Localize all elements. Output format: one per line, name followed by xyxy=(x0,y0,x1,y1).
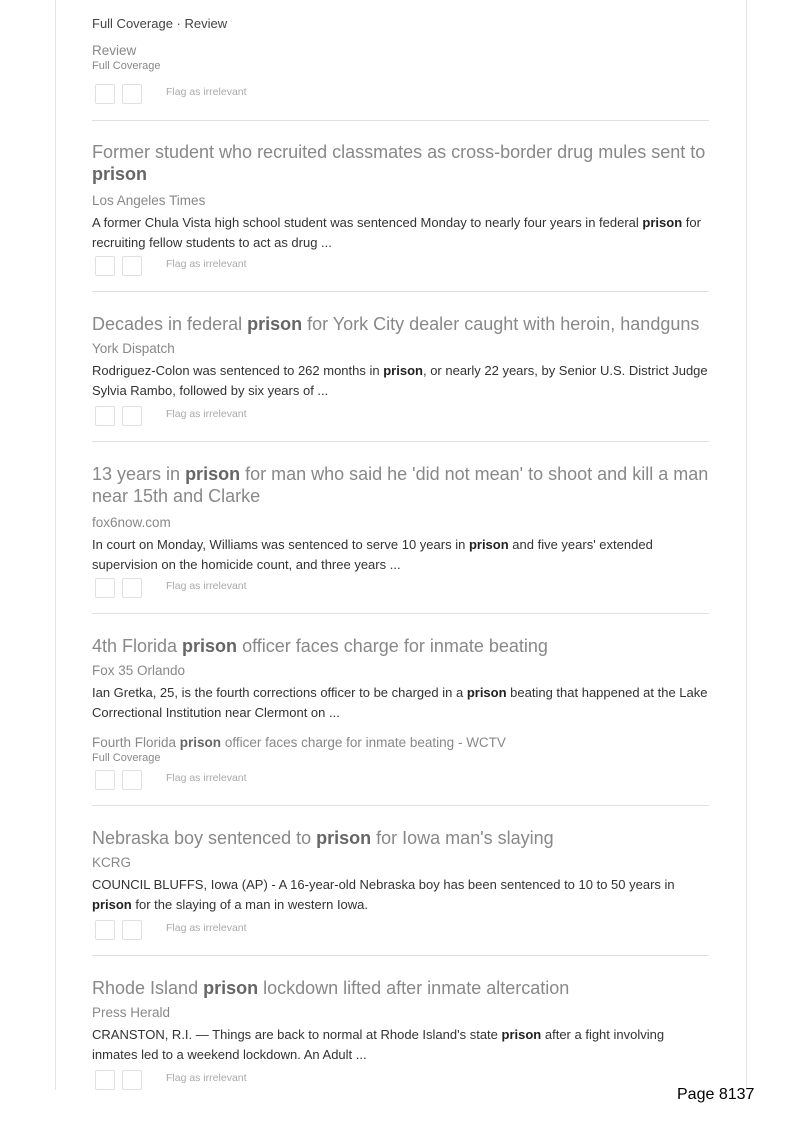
article-snippet: A former Chula Vista high school student was sentenced Monday to nearly four years in federal prison for recruiting fellow students to act as drug ... xyxy=(92,215,701,250)
feedback-checkbox[interactable] xyxy=(122,1070,142,1090)
feedback-checkbox[interactable] xyxy=(95,256,115,276)
article-snippet: Rodriguez-Colon was sentenced to 262 months in prison, or nearly 22 years, by Senior U.S. District Judge Sylvia Rambo, followed by six years of ... xyxy=(92,363,708,398)
feedback-checkbox[interactable] xyxy=(122,84,142,104)
feedback-checkbox[interactable] xyxy=(122,578,142,598)
article-source: York Dispatch xyxy=(92,341,175,356)
full-coverage-link[interactable]: Full Coverage xyxy=(92,752,161,764)
keyword-highlight: prison xyxy=(247,314,303,334)
flag-irrelevant-link[interactable]: Flag as irrelevant xyxy=(166,86,247,98)
article-snippet: Ian Gretka, 25, is the fourth corrections officer to be charged in a prison beating that happened at the Lake Correctional Institution near Clermont on ... xyxy=(92,685,708,720)
article-title[interactable]: Rhode Island prison lockdown lifted after inmate altercation xyxy=(92,978,570,998)
feedback-checkbox[interactable] xyxy=(95,770,115,790)
news-article xyxy=(92,977,709,1065)
keyword-highlight: prison xyxy=(642,215,683,230)
keyword-highlight: prison xyxy=(179,735,222,750)
page-number: Page 8137 xyxy=(677,1086,755,1103)
flag-irrelevant-link[interactable]: Flag as irrelevant xyxy=(166,258,247,270)
flag-irrelevant-link[interactable]: Flag as irrelevant xyxy=(166,1072,247,1084)
divider xyxy=(92,291,709,292)
keyword-highlight: prison xyxy=(203,978,259,998)
article-source: Fox 35 Orlando xyxy=(92,663,186,678)
divider xyxy=(92,120,709,121)
keyword-highlight: prison xyxy=(501,1027,542,1042)
article-snippet: In court on Monday, Williams was sentenced to serve 10 years in prison and five years' extended supervision on the homicide count, and three years ... xyxy=(92,537,653,572)
keyword-highlight: prison xyxy=(92,897,132,912)
top-related-block xyxy=(92,43,709,73)
keyword-highlight: prison xyxy=(182,636,238,656)
article-source: Los Angeles Times xyxy=(92,193,206,208)
divider xyxy=(92,613,709,614)
article-title[interactable]: 4th Florida prison officer faces charge for inmate beating xyxy=(92,636,548,656)
feedback-checkbox[interactable] xyxy=(95,578,115,598)
keyword-highlight: prison xyxy=(92,164,148,184)
article-title[interactable]: Decades in federal prison for York City dealer caught with heroin, handguns xyxy=(92,314,700,334)
feedback-checkbox[interactable] xyxy=(95,406,115,426)
keyword-highlight: prison xyxy=(468,537,509,552)
article-snippet: CRANSTON, R.I. — Things are back to normal at Rhode Island's state prison after a fight involving inmates led to a weekend lockdown. An Adult ... xyxy=(92,1027,665,1062)
related-article-link[interactable]: Review xyxy=(92,43,137,58)
flag-irrelevant-link[interactable]: Flag as irrelevant xyxy=(166,580,247,592)
full-coverage-link[interactable]: Full Coverage xyxy=(92,60,161,72)
feedback-checkbox[interactable] xyxy=(95,920,115,940)
keyword-highlight: prison xyxy=(466,685,507,700)
divider xyxy=(92,441,709,442)
news-article xyxy=(92,827,709,915)
feedback-checkbox[interactable] xyxy=(95,84,115,104)
article-title[interactable]: 13 years in prison for man who said he 'did not mean' to shoot and kill a man near 15th and Clarke xyxy=(92,464,709,506)
news-article xyxy=(92,313,709,401)
article-source: KCRG xyxy=(92,855,132,870)
news-article xyxy=(92,635,709,765)
feedback-checkbox[interactable] xyxy=(95,1070,115,1090)
keyword-highlight: prison xyxy=(316,828,372,848)
clipped-text-line: Full Coverage · Review xyxy=(92,16,228,31)
keyword-highlight: prison xyxy=(383,363,423,378)
flag-irrelevant-link[interactable]: Flag as irrelevant xyxy=(166,408,247,420)
related-article-link[interactable]: Fourth Florida prison officer faces charge for inmate beating - WCTV xyxy=(92,735,506,750)
article-source: Press Herald xyxy=(92,1005,171,1020)
keyword-highlight: prison xyxy=(185,464,241,484)
news-article xyxy=(92,463,709,575)
flag-irrelevant-link[interactable]: Flag as irrelevant xyxy=(166,922,247,934)
feedback-checkbox[interactable] xyxy=(122,920,142,940)
article-snippet: COUNCIL BLUFFS, Iowa (AP) - A 16-year-old Nebraska boy has been sentenced to 10 to 50 years in prison for the slaying of a man in western Iowa. xyxy=(92,877,675,912)
divider xyxy=(92,955,709,956)
feedback-checkbox[interactable] xyxy=(122,406,142,426)
news-article xyxy=(92,141,709,253)
feedback-checkbox[interactable] xyxy=(122,256,142,276)
feedback-checkbox[interactable] xyxy=(122,770,142,790)
flag-irrelevant-link[interactable]: Flag as irrelevant xyxy=(166,772,247,784)
article-title[interactable]: Former student who recruited classmates as cross-border drug mules sent to prison xyxy=(92,142,706,184)
article-source: fox6now.com xyxy=(92,515,171,530)
article-title[interactable]: Nebraska boy sentenced to prison for Iowa man's slaying xyxy=(92,828,554,848)
divider xyxy=(92,805,709,806)
